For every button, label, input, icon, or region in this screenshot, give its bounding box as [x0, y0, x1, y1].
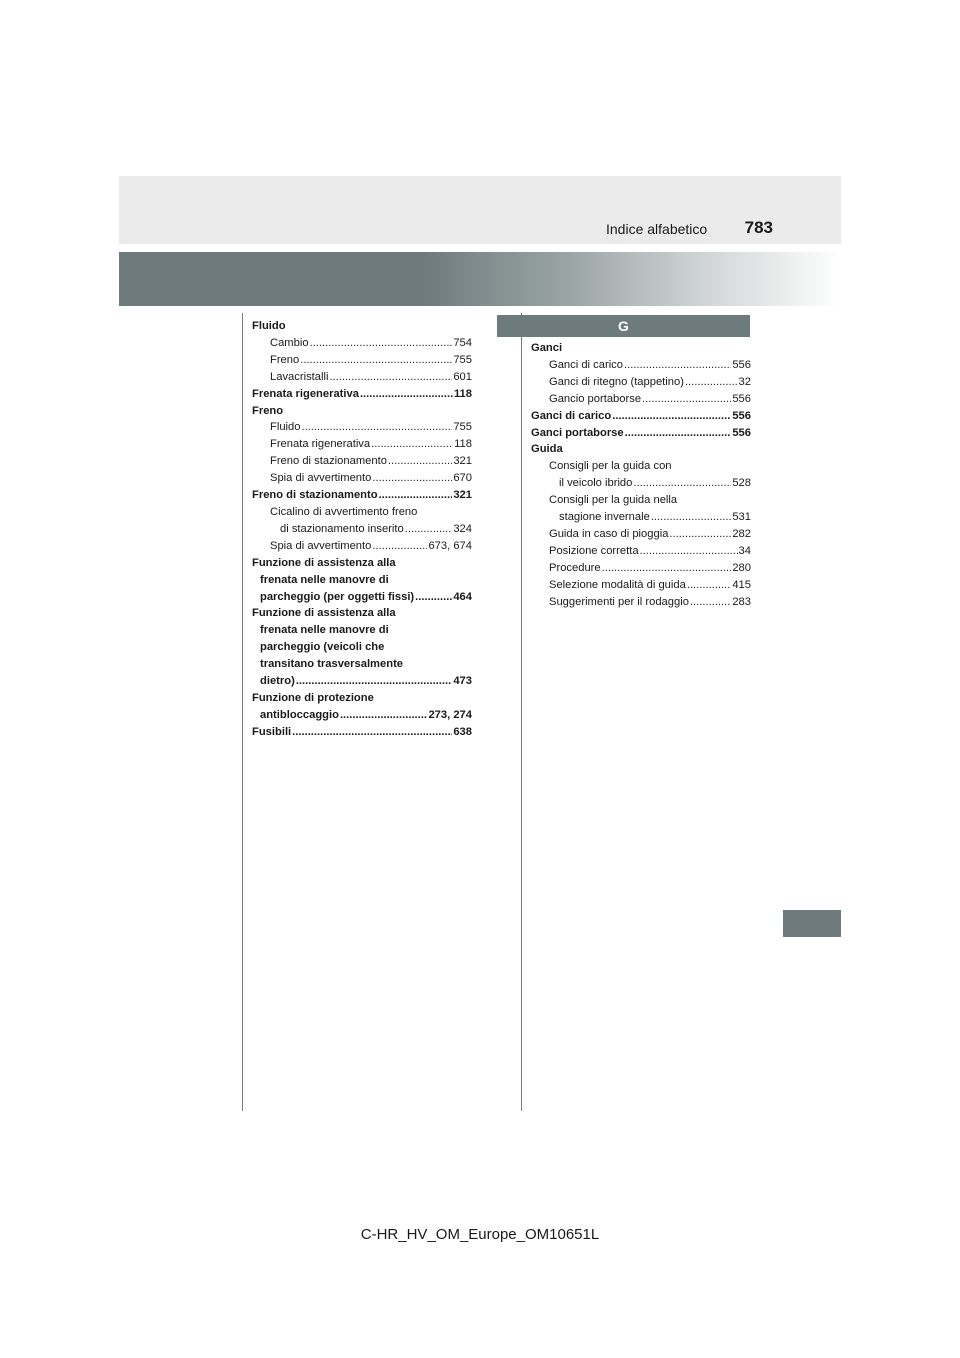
index-entry-page[interactable]: 556	[732, 392, 751, 405]
index-entry	[252, 673, 472, 690]
index-entry-label: Consigli per la guida nella	[549, 494, 678, 507]
index-entry	[252, 555, 472, 572]
index-entry-label: transitano trasversalmente	[260, 658, 404, 671]
index-entry-page[interactable]: 670	[453, 472, 472, 485]
index-entry	[531, 526, 751, 543]
index-entry	[252, 352, 472, 369]
index-entry	[252, 369, 472, 386]
index-entry-label: Frenata rigenerativa	[252, 387, 359, 400]
dot-leader	[360, 386, 453, 403]
dot-leader	[340, 707, 427, 724]
index-entry-page[interactable]: 321	[453, 489, 472, 502]
index-entry	[252, 521, 472, 538]
index-entry-label: frenata nelle manovre di	[260, 624, 389, 637]
index-entry-page[interactable]: 282	[732, 527, 751, 540]
index-entry-label: Fusibili	[252, 725, 292, 738]
dot-leader	[685, 374, 738, 391]
index-entry-label: Procedure	[549, 561, 601, 574]
index-entry	[252, 656, 472, 673]
index-entry	[531, 594, 751, 611]
index-entry-label: parcheggio (veicoli che	[260, 641, 385, 654]
chapter-thumb-tab[interactable]	[783, 910, 841, 937]
page-number: 783	[744, 218, 773, 237]
index-entry-page[interactable]: 415	[732, 578, 751, 591]
index-entry-page[interactable]: 556	[732, 426, 751, 439]
index-entry	[252, 403, 472, 420]
index-entry	[252, 436, 472, 453]
index-entry	[531, 509, 751, 526]
index-entry-label: di stazionamento inserito	[280, 522, 404, 535]
index-entry-page[interactable]: 280	[732, 561, 751, 574]
index-entry-page[interactable]: 601	[453, 370, 472, 383]
index-entry-label: dietro)	[260, 675, 295, 688]
index-entry-label: Guida in caso di pioggia	[549, 527, 669, 540]
index-entry-page[interactable]: 556	[732, 358, 751, 371]
index-entry-label: il veicolo ibrido	[559, 477, 633, 490]
index-entry-label: frenata nelle manovre di	[260, 573, 389, 586]
index-entry-label: Freno di stazionamento	[270, 455, 387, 468]
index-entry-label: Cambio	[270, 336, 309, 349]
dot-leader	[690, 594, 731, 611]
index-entry-page[interactable]: 118	[454, 438, 472, 451]
index-entry-page[interactable]: 473	[453, 675, 472, 688]
index-entry-page[interactable]: 324	[453, 522, 472, 535]
index-entry-label: Lavacristalli	[270, 370, 329, 383]
dot-leader	[651, 509, 732, 526]
index-entry-label: Funzione di assistenza alla	[252, 607, 396, 620]
index-entry	[252, 470, 472, 487]
index-entry-label: Fluido	[252, 320, 286, 332]
dot-leader	[388, 453, 452, 470]
index-entry-label: stagione invernale	[559, 511, 650, 524]
index-entry-label: Posizione corretta	[549, 544, 639, 557]
index-entry-page[interactable]: 321	[453, 455, 472, 468]
dot-leader	[624, 357, 731, 374]
index-entry-label: Gancio portaborse	[549, 392, 642, 405]
index-entry	[531, 340, 751, 357]
index-entry	[531, 374, 751, 391]
index-entry	[252, 386, 472, 403]
dot-leader	[625, 425, 732, 442]
index-entry-page[interactable]: 34	[738, 544, 751, 557]
index-entry-page[interactable]: 273, 274	[428, 708, 472, 721]
page-header	[119, 176, 841, 244]
dot-leader	[379, 487, 453, 504]
dot-leader	[405, 521, 453, 538]
section-letter-band: G	[497, 315, 750, 337]
index-entry	[252, 605, 472, 622]
index-entry-page[interactable]: 556	[732, 409, 751, 422]
dot-leader	[415, 589, 452, 606]
index-entry	[252, 639, 472, 656]
header-gradient-band	[119, 252, 841, 306]
index-entry-label: Frenata rigenerativa	[270, 438, 371, 451]
index-entry	[252, 690, 472, 707]
index-entry	[252, 335, 472, 352]
index-entry-label: Guida	[531, 443, 563, 456]
index-entry-page[interactable]: 755	[453, 421, 472, 434]
index-entry	[531, 441, 751, 458]
index-entry	[531, 391, 751, 408]
index-entry-page[interactable]: 528	[732, 477, 751, 490]
index-entry-page[interactable]: 32	[738, 375, 751, 388]
index-entry	[252, 589, 472, 606]
index-entry	[252, 538, 472, 555]
dot-leader	[310, 335, 453, 352]
index-entry-label: parcheggio (per oggetti fissi)	[260, 590, 415, 603]
section-title: Indice alfabetico	[606, 221, 708, 237]
dot-leader	[372, 470, 452, 487]
index-entry-label: Ganci portaborse	[531, 426, 624, 439]
index-entry-label: Selezione modalità di guida	[549, 578, 686, 591]
index-entry-label: Spia di avvertimento	[270, 539, 372, 552]
document-code: C-HR_HV_OM_Europe_OM10651L	[360, 1226, 600, 1243]
dot-leader	[301, 419, 452, 436]
dot-leader	[687, 577, 731, 594]
index-entry-page[interactable]: 464	[453, 590, 472, 603]
index-entry	[252, 724, 472, 741]
dot-leader	[642, 391, 731, 408]
index-column-left	[252, 318, 472, 741]
dot-leader	[296, 673, 453, 690]
index-entry	[252, 318, 472, 335]
index-entry	[531, 357, 751, 374]
index-entry-page[interactable]: 118	[453, 387, 472, 400]
index-entry-label: Freno	[270, 353, 300, 366]
index-entry-label: Funzione di assistenza alla	[252, 556, 396, 569]
index-entry	[531, 425, 751, 442]
dot-leader	[612, 408, 731, 425]
index-entry-label: Cicalino di avvertimento freno	[270, 505, 418, 518]
index-entry	[531, 577, 751, 594]
dot-leader	[372, 538, 427, 555]
index-entry	[252, 572, 472, 589]
index-entry	[252, 504, 472, 521]
index-entry-label: Ganci	[531, 342, 563, 354]
index-entry	[531, 560, 751, 577]
index-entry	[252, 419, 472, 436]
dot-leader	[633, 475, 731, 492]
index-entry-label: Ganci di carico	[549, 358, 623, 371]
index-entry-label: Freno di stazionamento	[252, 489, 378, 502]
index-entry-label: Fluido	[270, 421, 301, 434]
index-entry-label: Freno	[252, 404, 284, 417]
index-entry	[252, 622, 472, 639]
dot-leader	[640, 543, 738, 560]
index-entry-page[interactable]: 754	[453, 336, 472, 349]
index-entry-label: Spia di avvertimento	[270, 472, 372, 485]
index-column-right	[531, 340, 751, 611]
index-entry	[531, 458, 751, 475]
dot-leader	[669, 526, 731, 543]
index-entry-page[interactable]: 283	[732, 595, 751, 608]
right-column-rule	[521, 313, 522, 1111]
dot-leader	[300, 352, 452, 369]
index-entry-label: antibloccaggio	[260, 708, 339, 721]
index-entry	[531, 408, 751, 425]
dot-leader	[371, 436, 453, 453]
index-entry	[531, 543, 751, 560]
index-entry-label: Funzione di protezione	[252, 691, 374, 704]
index-entry-page[interactable]: 755	[453, 353, 472, 366]
index-entry-label: Ganci di carico	[531, 409, 612, 422]
left-column-rule	[242, 313, 243, 1111]
index-entry	[531, 475, 751, 492]
dot-leader	[329, 369, 452, 386]
index-entry-page[interactable]: 673, 674	[428, 539, 472, 552]
index-entry	[531, 492, 751, 509]
index-entry	[252, 487, 472, 504]
dot-leader	[292, 724, 452, 741]
index-entry-label: Ganci di ritegno (tappetino)	[549, 375, 684, 388]
index-entry-label: Consigli per la guida con	[549, 460, 672, 473]
index-entry	[252, 453, 472, 470]
index-entry-label: Suggerimenti per il rodaggio	[549, 595, 689, 608]
index-entry	[252, 707, 472, 724]
index-entry-page[interactable]: 638	[453, 725, 472, 738]
index-entry-page[interactable]: 531	[732, 511, 751, 524]
dot-leader	[602, 560, 732, 577]
